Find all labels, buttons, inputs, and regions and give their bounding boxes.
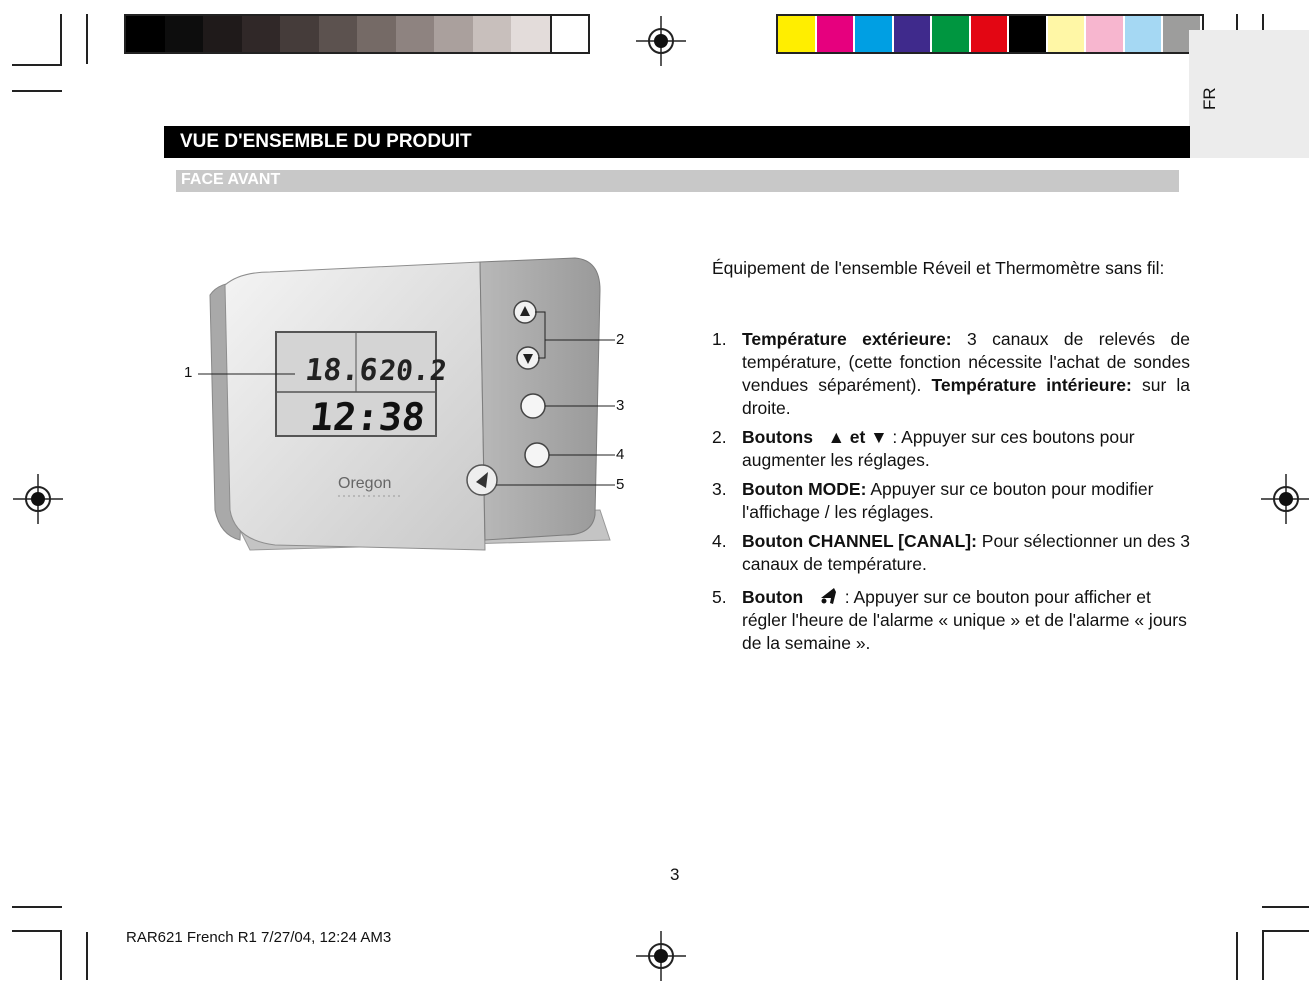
callout-4: 4 <box>616 446 625 463</box>
crop-mark <box>86 14 88 64</box>
gray-swatch <box>396 16 435 52</box>
lcd-outdoor-temp: 18.6 <box>303 353 380 388</box>
gray-swatch <box>319 16 358 52</box>
list-item: 5. Bouton : Appuyer sur ce bouton pour afficher et régler l'heure de l'alarme « unique » et de l'alarme « jours de la semaine ». <box>712 587 1187 653</box>
gray-swatch <box>550 16 589 52</box>
crop-mark <box>60 14 62 66</box>
crop-mark <box>12 930 62 932</box>
color-swatch <box>817 16 856 52</box>
down-triangle-icon: ▼ <box>870 427 888 447</box>
color-swatch <box>1009 16 1048 52</box>
page-number: 3 <box>670 865 680 884</box>
crop-mark <box>12 64 62 66</box>
list-item: 3. Bouton MODE: Appuyer sur ce bouton pour modifier l'affichage / les réglages. <box>712 479 1154 522</box>
gray-swatch <box>165 16 204 52</box>
section-title-bar <box>164 126 1190 158</box>
device-brand: Oregon <box>338 475 392 492</box>
list-item: 1. Température extérieure: 3 canaux de relevés de température, (cette fonction nécessite l'achat de sondes vendues séparément). Température intérieure: sur la droite. <box>712 329 1191 418</box>
alarm-bell-icon <box>818 586 840 606</box>
callout-2: 2 <box>616 331 625 348</box>
list-item: 4. Bouton CHANNEL [CANAL]: Pour sélectionner un des 3 canaux de température. <box>712 531 1190 574</box>
gray-swatch <box>203 16 242 52</box>
crop-mark <box>12 906 62 908</box>
crop-mark <box>1262 906 1309 908</box>
gray-swatch <box>242 16 281 52</box>
crop-mark <box>12 90 62 92</box>
section-title: VUE D'ENSEMBLE DU PRODUIT <box>180 131 472 152</box>
callout-1: 1 <box>184 364 193 381</box>
gray-swatch <box>473 16 512 52</box>
lcd-indoor-temp: 20.2 <box>377 354 449 387</box>
gray-swatch <box>434 16 473 52</box>
color-swatches <box>776 14 1204 54</box>
crop-mark <box>60 930 62 980</box>
crop-mark <box>86 932 88 980</box>
device-illustration <box>180 250 640 570</box>
crop-mark <box>1262 930 1264 980</box>
lcd-clock: 12:38 <box>308 395 428 439</box>
list-item: 2. Boutons ▲ et ▼ : Appuyer sur ces boutons pour augmenter les réglages. <box>712 427 1135 470</box>
crop-mark <box>1262 930 1309 932</box>
gray-swatch <box>126 16 165 52</box>
callout-5: 5 <box>616 476 625 493</box>
gray-swatch <box>280 16 319 52</box>
color-swatch <box>1086 16 1125 52</box>
section-subtitle-bar <box>176 170 1179 192</box>
registration-mark-icon <box>13 474 63 524</box>
registration-mark-icon <box>636 931 686 981</box>
footer-slug: RAR621 French R1 7/27/04, 12:24 AM3 <box>126 929 392 946</box>
color-swatch <box>971 16 1010 52</box>
section-subtitle: FACE AVANT <box>181 171 281 188</box>
color-swatch <box>1125 16 1164 52</box>
up-triangle-icon: ▲ <box>827 427 845 447</box>
color-swatch <box>778 16 817 52</box>
gray-swatch <box>357 16 396 52</box>
color-swatch <box>855 16 894 52</box>
color-swatch <box>932 16 971 52</box>
language-tab-label: FR <box>1200 87 1219 110</box>
feature-list <box>712 328 1190 661</box>
intro-paragraph: Équipement de l'ensemble Réveil et Thermomètre sans fil: <box>712 258 1165 278</box>
registration-mark-icon <box>1261 474 1309 524</box>
color-swatch <box>894 16 933 52</box>
grayscale-swatches <box>124 14 590 54</box>
callout-3: 3 <box>616 397 625 414</box>
crop-mark <box>1236 932 1238 980</box>
color-swatch <box>1048 16 1087 52</box>
gray-swatch <box>511 16 550 52</box>
registration-mark-icon <box>636 16 686 66</box>
